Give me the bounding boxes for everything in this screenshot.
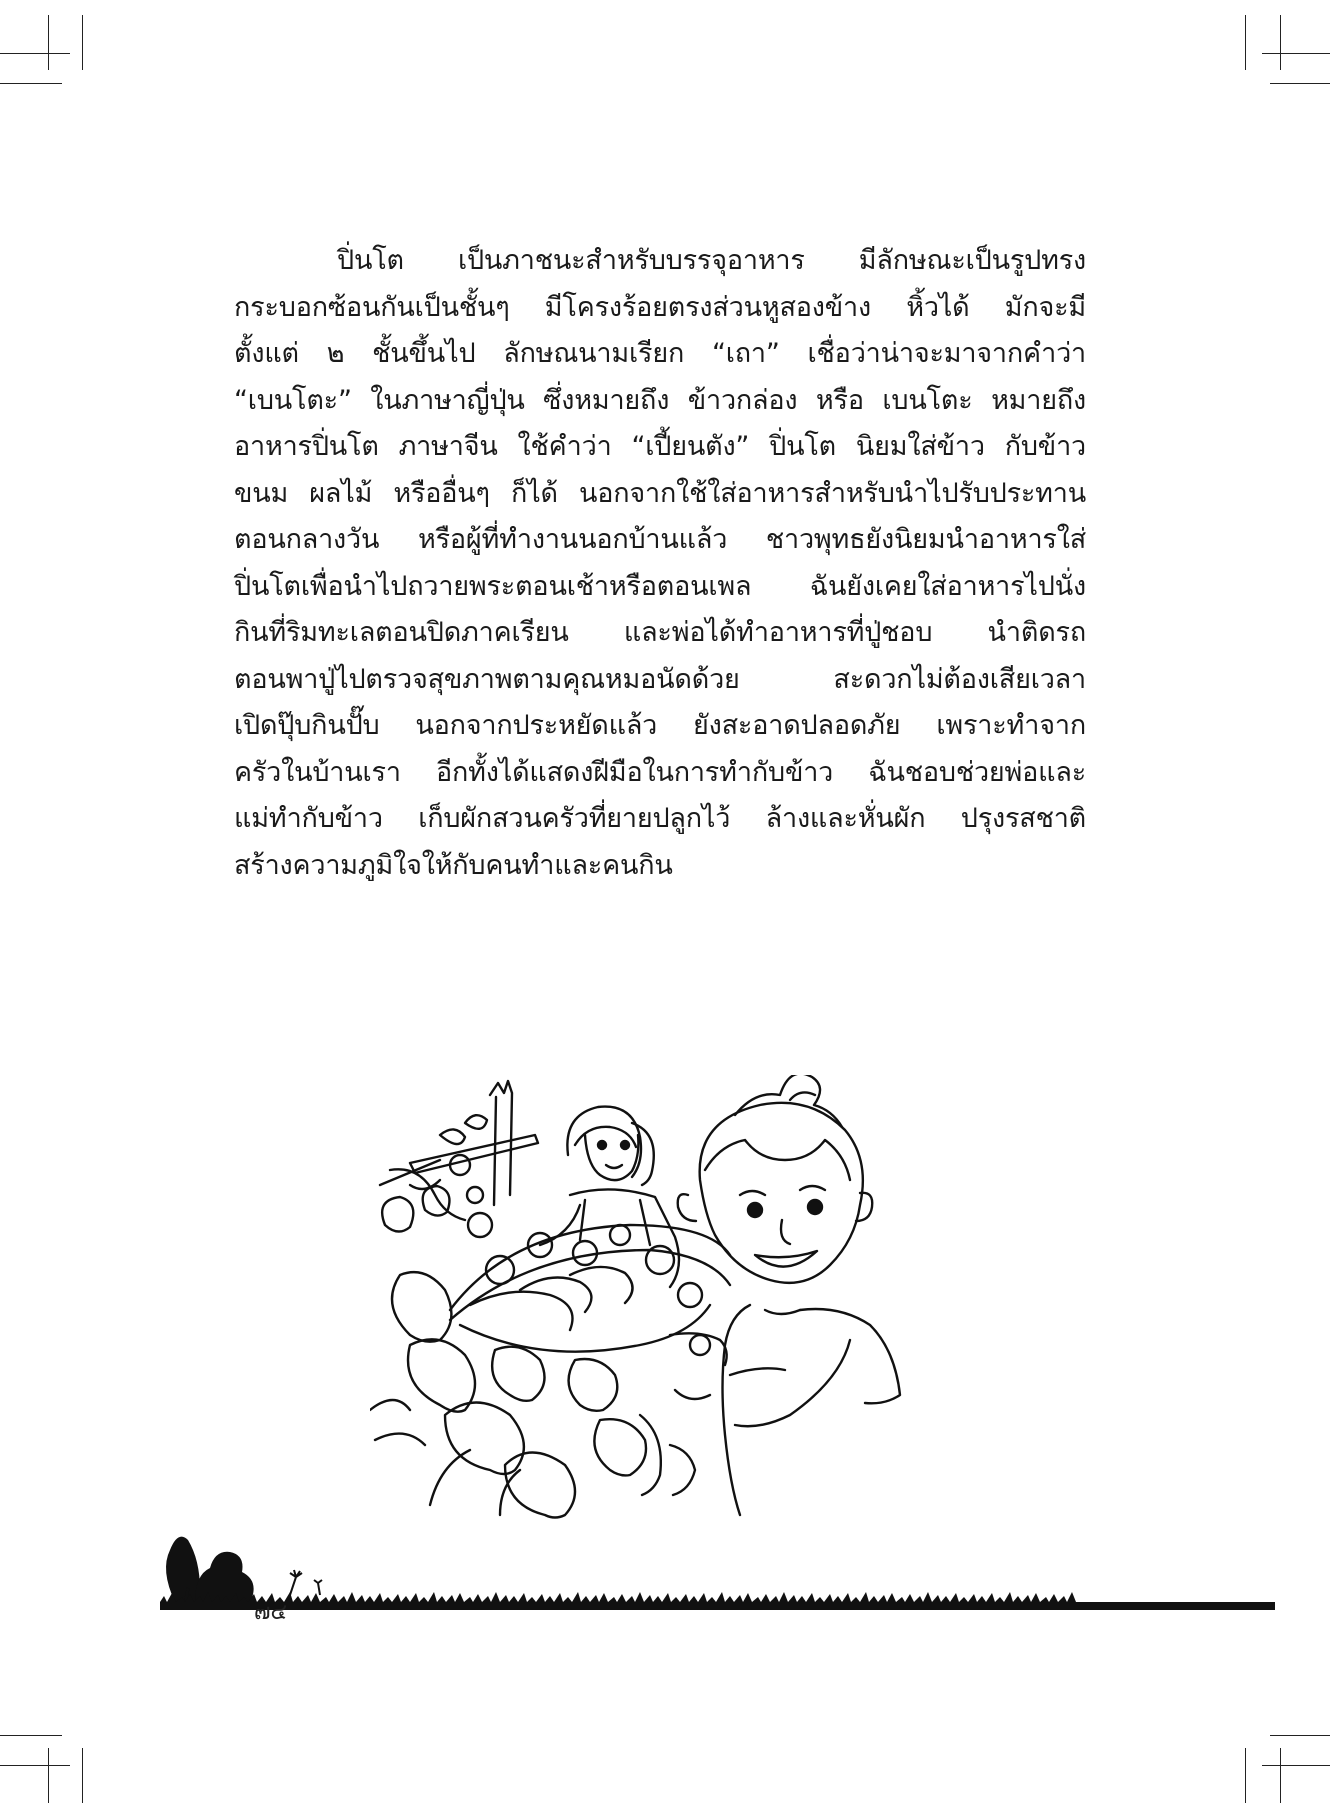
page-number: ๗๔ <box>254 1600 288 1625</box>
children-garden-illustration <box>370 1075 990 1520</box>
paragraph-line: แม่ทำกับข้าว เก็บผักสวนครัวที่ยายปลูกไว้ ล้างและหั่นผัก ปรุงรสชาติ <box>234 803 1086 834</box>
paragraph-line: ครัวในบ้านเรา อีกทั้งได้แสดงฝีมือในการทำกับข้าว ฉันชอบช่วยพ่อและ <box>234 756 1086 788</box>
paragraph-line: “เบนโตะ” ในภาษาญี่ปุ่น ซึ่งหมายถึง ข้าวกล่อง หรือ เบนโตะ หมายถึง <box>234 384 1086 416</box>
paragraph-line: กินที่ริมทะเลตอนปิดภาคเรียน และพ่อได้ทำอาหารที่ปู่ชอบ นำติดรถ <box>234 617 1086 648</box>
paragraph-line: กระบอกซ้อนกันเป็นชั้นๆ มีโครงร้อยตรงส่วนหูสองข้าง หิ้วได้ มักจะมี <box>234 291 1086 323</box>
paragraph-line: สร้างความภูมิใจให้กับคนทำและคนกิน <box>234 849 673 881</box>
body-paragraph <box>234 238 1086 889</box>
paragraph-line: ปิ่นโตเพื่อนำไปถวายพระตอนเช้าหรือตอนเพล ฉันยังเคยใส่อาหารไปนั่ง <box>234 570 1086 602</box>
footer-tree-grass-silhouette <box>160 1530 1275 1610</box>
paragraph-line: ปิ่นโต เป็นภาชนะสำหรับบรรจุอาหาร มีลักษณะเป็นรูปทรง <box>337 245 1086 276</box>
paragraph-line: ตั้งแต่ ๒ ชั้นขึ้นไป ลักษณนามเรียก “เถา” เชื่อว่าน่าจะมาจากคำว่า <box>234 338 1086 369</box>
paragraph-line: ตอนพาปู่ไปตรวจสุขภาพตามคุณหมอนัดด้วย สะดวกไม่ต้องเสียเวลา <box>234 663 1086 695</box>
paragraph-line: เปิดปุ๊บกินปั๊บ นอกจากประหยัดแล้ว ยังสะอาดปลอดภัย เพราะทำจาก <box>234 710 1086 741</box>
paragraph-line: ขนม ผลไม้ หรืออื่นๆ ก็ได้ นอกจากใช้ใส่อาหารสำหรับนำไปรับประทาน <box>234 477 1086 509</box>
paragraph-line: ตอนกลางวัน หรือผู้ที่ทำงานนอกบ้านแล้ว ชาวพุทธยังนิยมนำอาหารใส่ <box>234 524 1086 555</box>
paragraph-line: อาหารปิ่นโต ภาษาจีน ใช้คำว่า “เปี้ยนตัง” ปิ่นโต นิยมใส่ข้าว กับข้าว <box>234 431 1086 462</box>
